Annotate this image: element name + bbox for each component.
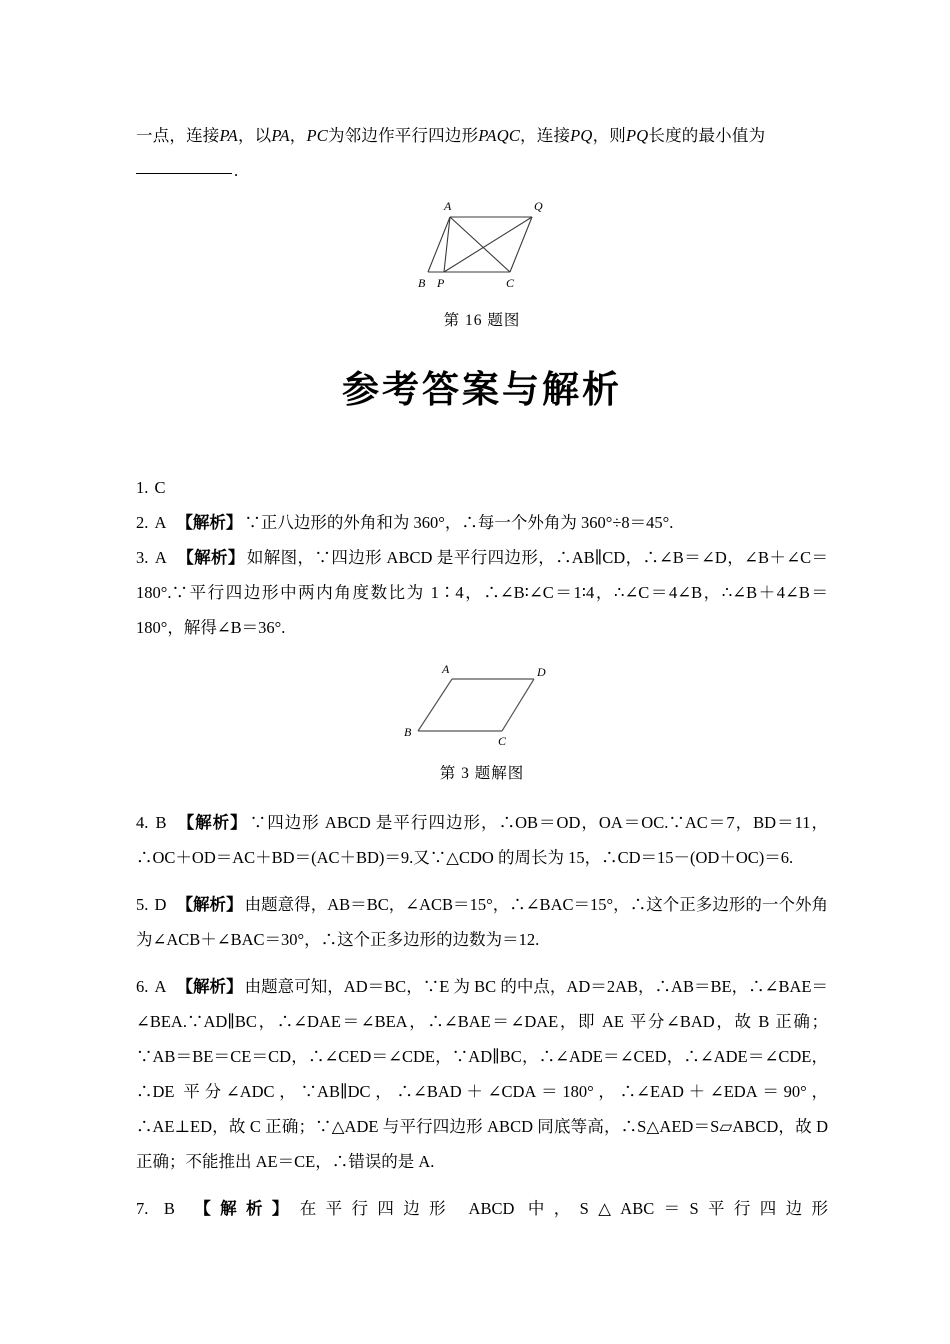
analysis-label-7: 【解析】 xyxy=(184,1199,298,1218)
answer-number-2: 2. xyxy=(136,513,149,532)
analysis-text-6: 由题意可知，AD＝BC，∵E 为 BC 的中点，AD＝2AB，∴AB＝BE，∴∠BAE＝∠BEA.∵AD∥BC，∴∠DAE＝∠BEA，∴∠BAE＝∠DAE，即 AE 平分∠BAD，故 B 正确；∵AB＝BE＝CE＝CD，∴∠CED＝∠CDE，∵AD∥BC，∴∠ADE＝∠CED，∴∠ADE＝∠CDE，∴DE 平分∠ADC，∵AB∥DC，∴∠BAD＋∠CDA＝180°，∴∠EAD＋∠EDA＝90°，∴AE⊥ED，故 C 正确；∵△ADE 与平行四边形 ABCD 同底等高，∴S△AED＝S▱ABCD，故 D 正确；不能推出 AE＝CE，∴错误的是 A. xyxy=(136,977,829,1171)
answer-choice-5: D xyxy=(154,895,167,914)
answer-item-5 xyxy=(136,887,828,957)
segment-pq: PQ xyxy=(570,126,593,145)
label-B: B xyxy=(404,725,412,739)
segment-pq-2: PQ xyxy=(625,126,649,145)
question-text-g: 长度的最小值为 xyxy=(648,126,766,145)
question-text-d: 为邻边作平行四边形 xyxy=(327,126,479,145)
answer-choice-6: A xyxy=(154,977,167,996)
label-A: A xyxy=(444,199,452,213)
figure-3-container xyxy=(136,657,828,749)
question-text-b: ，以 xyxy=(237,126,272,145)
figure-3-diagram xyxy=(382,657,582,749)
question-text-e: ，连接 xyxy=(520,126,571,145)
analysis-text-3: 如解图，∵四边形 ABCD 是平行四边形，∴AB∥CD，∴∠B＝∠D，∠B＋∠C＝180°.∵平行四边形中两内角度数比为 1∶4，∴∠B∶∠C＝1∶4，∴∠C＝4∠B，∴∠B＋4∠B＝180°，解得∠B＝36°. xyxy=(136,548,829,637)
answer-item-1 xyxy=(136,470,828,505)
label-C: C xyxy=(498,734,507,748)
figure-16-caption: 第 16 题图 xyxy=(443,312,521,329)
question-text-f: ，则 xyxy=(592,126,626,145)
period-mark: . xyxy=(234,161,239,180)
answer-item-6 xyxy=(136,969,828,1179)
analysis-label-5: 【解析】 xyxy=(176,895,243,914)
label-C: C xyxy=(506,276,515,290)
question-text-a: 一点，连接 xyxy=(136,126,220,145)
answer-choice-3: A xyxy=(154,548,167,567)
analysis-text-5: 由题意得，AB＝BC，∠ACB＝15°，∴∠BAC＝15°，∴这个正多边形的一个外角为∠ACB＋∠BAC＝30°，∴这个正多边形的边数为＝12. xyxy=(136,895,828,949)
label-A: A xyxy=(442,662,450,676)
analysis-label-3: 【解析】 xyxy=(176,548,245,567)
label-Q: Q xyxy=(534,199,543,213)
answer-choice-4: B xyxy=(155,813,167,832)
answer-number-5: 5. xyxy=(136,895,149,914)
answer-number-4: 4. xyxy=(136,813,149,832)
figure-3-caption: 第 3 题解图 xyxy=(439,765,525,782)
answer-blank-line xyxy=(136,153,828,188)
answer-number-6: 6. xyxy=(136,977,149,996)
answer-item-7 xyxy=(136,1191,828,1226)
parallelogram-paqc: PAQC xyxy=(478,126,521,145)
analysis-label-2: 【解析】 xyxy=(176,513,243,532)
answer-item-3 xyxy=(136,540,828,645)
answer-item-4 xyxy=(136,805,828,875)
figure-16-container xyxy=(136,194,828,294)
page-title: 参考答案与解析 xyxy=(342,367,622,411)
answer-number-7: 7. xyxy=(136,1199,149,1218)
segment-pa-2: PA xyxy=(271,126,290,145)
analysis-label-4: 【解析】 xyxy=(176,813,248,832)
answer-choice-7: B xyxy=(163,1199,175,1218)
analysis-label-6: 【解析】 xyxy=(176,977,243,996)
answer-choice-1: C xyxy=(154,478,166,497)
fill-in-blank xyxy=(136,173,232,174)
analysis-text-2: ∵正八边形的外角和为 360°，∴每一个外角为 360°÷8＝45°. xyxy=(244,513,674,532)
answer-item-2 xyxy=(136,505,828,540)
figure-16-diagram xyxy=(382,194,582,294)
answer-choice-2: A xyxy=(154,513,167,532)
question-text-c: ， xyxy=(289,126,307,145)
segment-pa: PA xyxy=(219,126,238,145)
analysis-text-4: ∵四边形 ABCD 是平行四边形，∴OB＝OD，OA＝OC.∵AC＝7，BD＝11，∴OC＋OD＝AC＋BD＝(AC＋BD)＝9.又∵△CDO 的周长为 15，∴CD＝15－(OD＋OC)＝6. xyxy=(136,813,829,867)
label-B: B xyxy=(418,276,426,290)
answer-number-3: 3. xyxy=(136,548,149,567)
answer-number-1: 1. xyxy=(136,478,149,497)
question-tail-paragraph xyxy=(136,118,828,153)
label-D: D xyxy=(537,665,546,679)
label-P: P xyxy=(437,276,445,290)
analysis-text-7: 在平行四边形 ABCD 中，S△ABC＝S平行四边形 xyxy=(299,1199,829,1218)
segment-pc: PC xyxy=(306,126,328,145)
